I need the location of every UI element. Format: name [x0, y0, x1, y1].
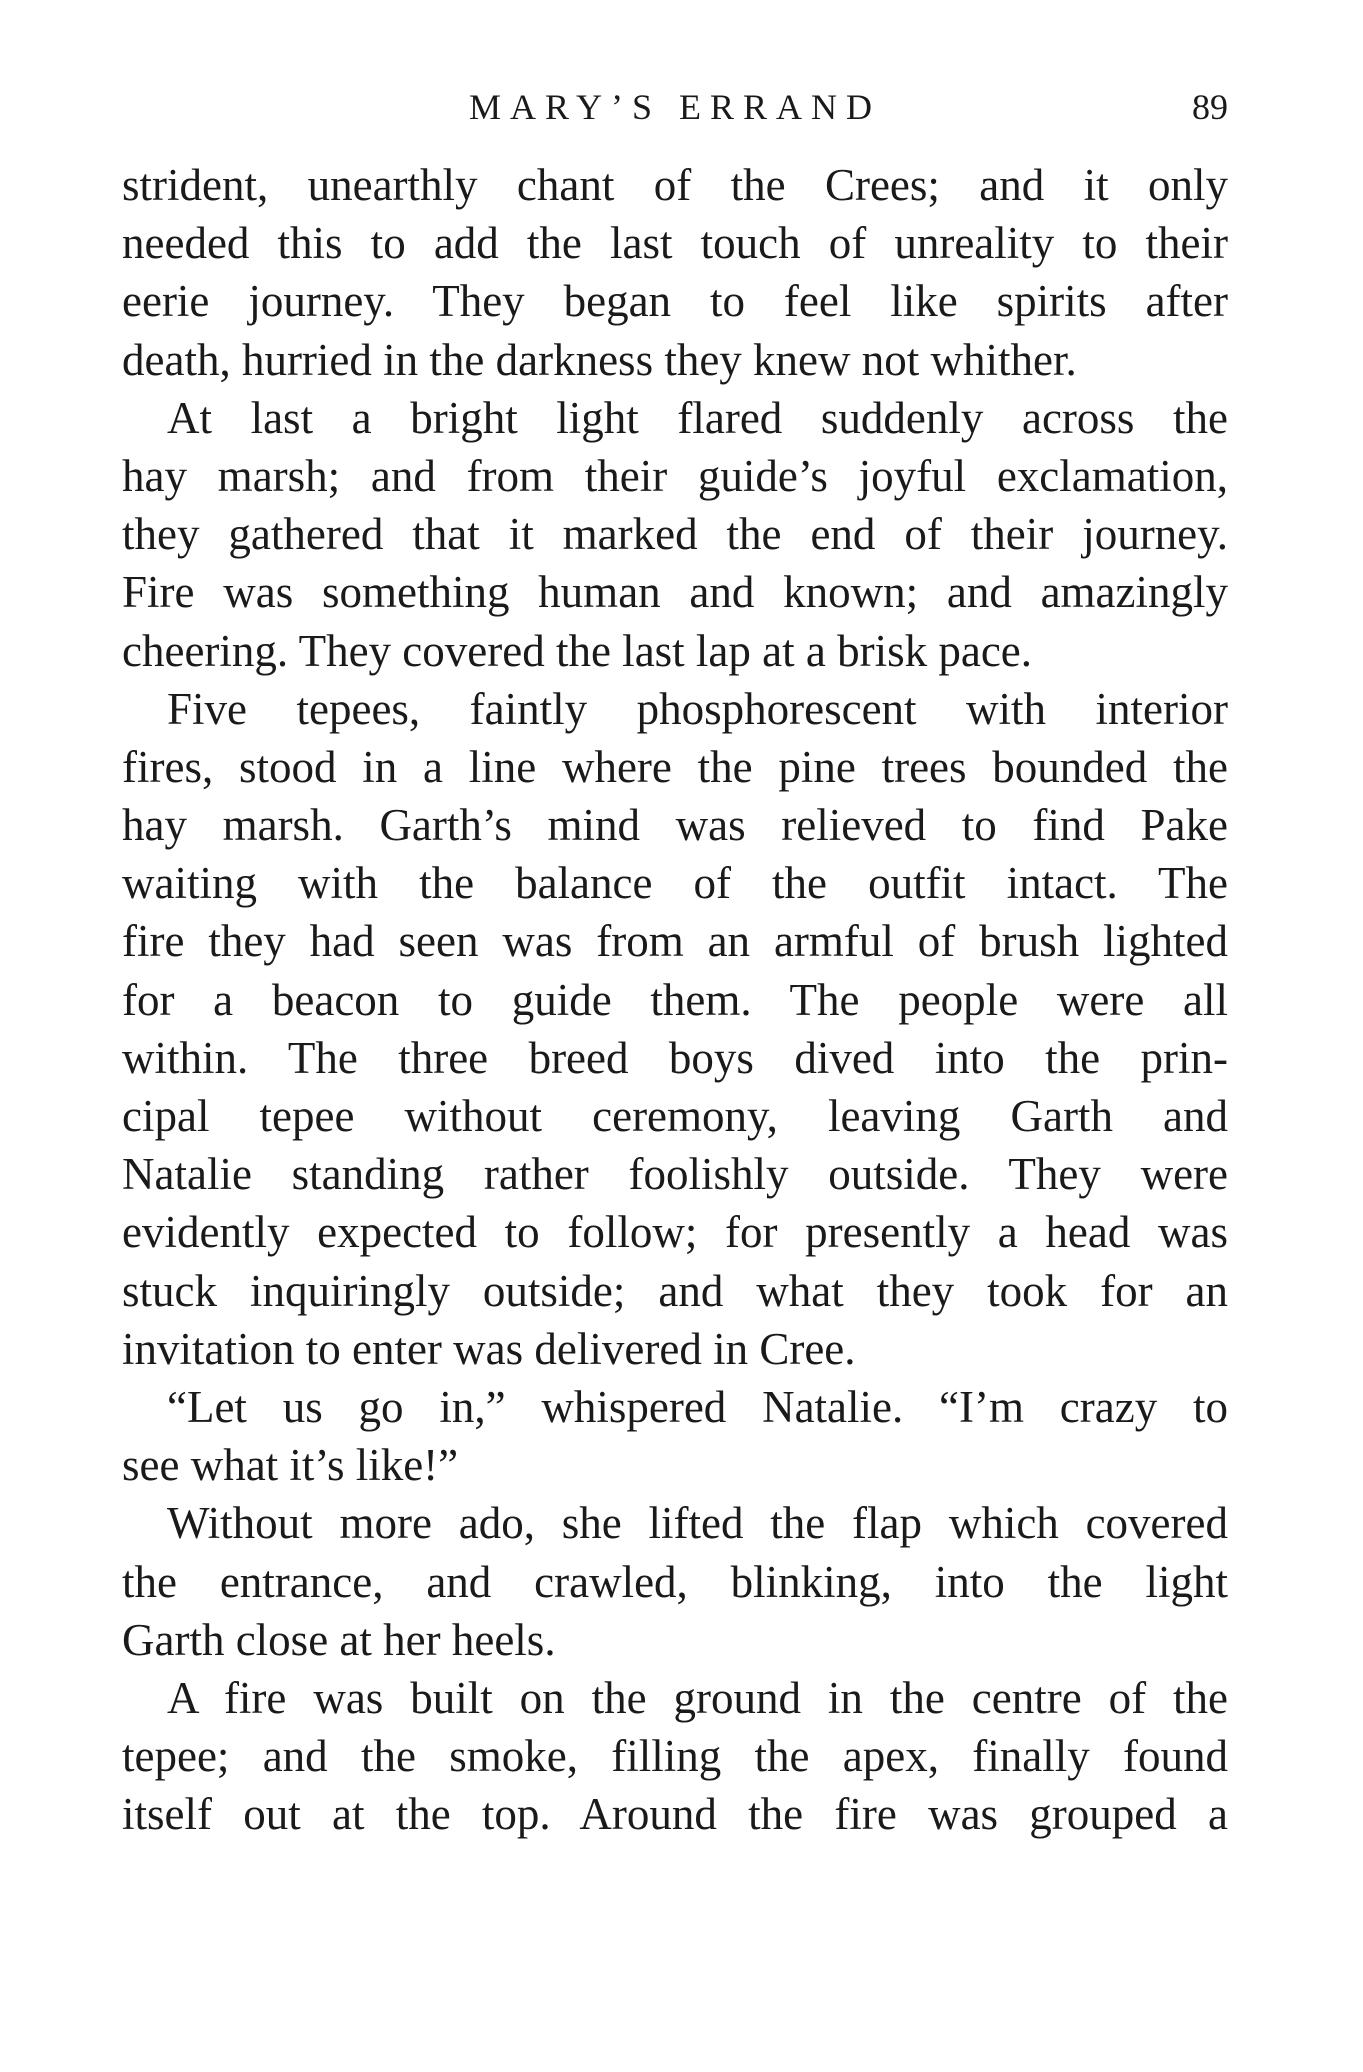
text-line: evidently expected to follow; for presently a head was [122, 1207, 1228, 1258]
text-line: tepee; and the smoke, filling the apex, finally found [122, 1731, 1228, 1782]
text-line: needed this to add the last touch of unreality to their [122, 218, 1228, 269]
text-line: waiting with the balance of the outfit intact. The [122, 858, 1228, 909]
text-line: hay marsh. Garth’s mind was relieved to find Pake [122, 800, 1228, 851]
text-line: hay marsh; and from their guide’s joyful exclamation, [122, 450, 1228, 501]
text-line: itself out at the top. Around the fire was grouped a [122, 1789, 1228, 1840]
body-text [122, 156, 1228, 1843]
running-head [122, 82, 1228, 132]
text-line: fires, stood in a line where the pine trees bounded the [122, 741, 1228, 792]
text-line: eerie journey. They began to feel like spirits after [122, 276, 1228, 327]
text-line: Fire was something human and known; and amazingly [122, 567, 1228, 618]
running-title: MARY’S ERRAND [468, 87, 882, 127]
text-line: Natalie standing rather foolishly outside. They were [122, 1149, 1228, 1200]
page-number: 89 [1192, 87, 1228, 127]
text-line: death, hurried in the darkness they knew not whither. [122, 334, 1077, 385]
text-line: At last a bright light flared suddenly across the [167, 392, 1228, 443]
text-line: strident, unearthly chant of the Crees; and it only [122, 160, 1228, 210]
text-line: see what it’s like!” [122, 1440, 459, 1491]
text-line: Five tepees, faintly phosphorescent with interior [167, 683, 1228, 734]
text-line: invitation to enter was delivered in Cree. [122, 1323, 856, 1374]
text-line: cipal tepee without ceremony, leaving Garth and [122, 1091, 1228, 1141]
text-line: A fire was built on the ground in the centre of the [167, 1672, 1228, 1723]
text-line: cheering. They covered the last lap at a brisk pace. [122, 625, 1033, 676]
text-line: stuck inquiringly outside; and what they took for an [122, 1265, 1228, 1316]
text-line: Without more ado, she lifted the flap which covered [167, 1498, 1228, 1549]
text-line: for a beacon to guide them. The people were all [122, 974, 1228, 1025]
text-line: fire they had seen was from an armful of brush lighted [122, 916, 1228, 967]
text-line: within. The three breed boys dived into the prin- [122, 1032, 1228, 1083]
text-line: “Let us go in,” whispered Natalie. “I’m crazy to [167, 1381, 1228, 1432]
text-line: the entrance, and crawled, blinking, into the light [122, 1556, 1228, 1607]
text-line: they gathered that it marked the end of their journey. [122, 509, 1228, 560]
text-line: Garth close at her heels. [122, 1614, 556, 1665]
